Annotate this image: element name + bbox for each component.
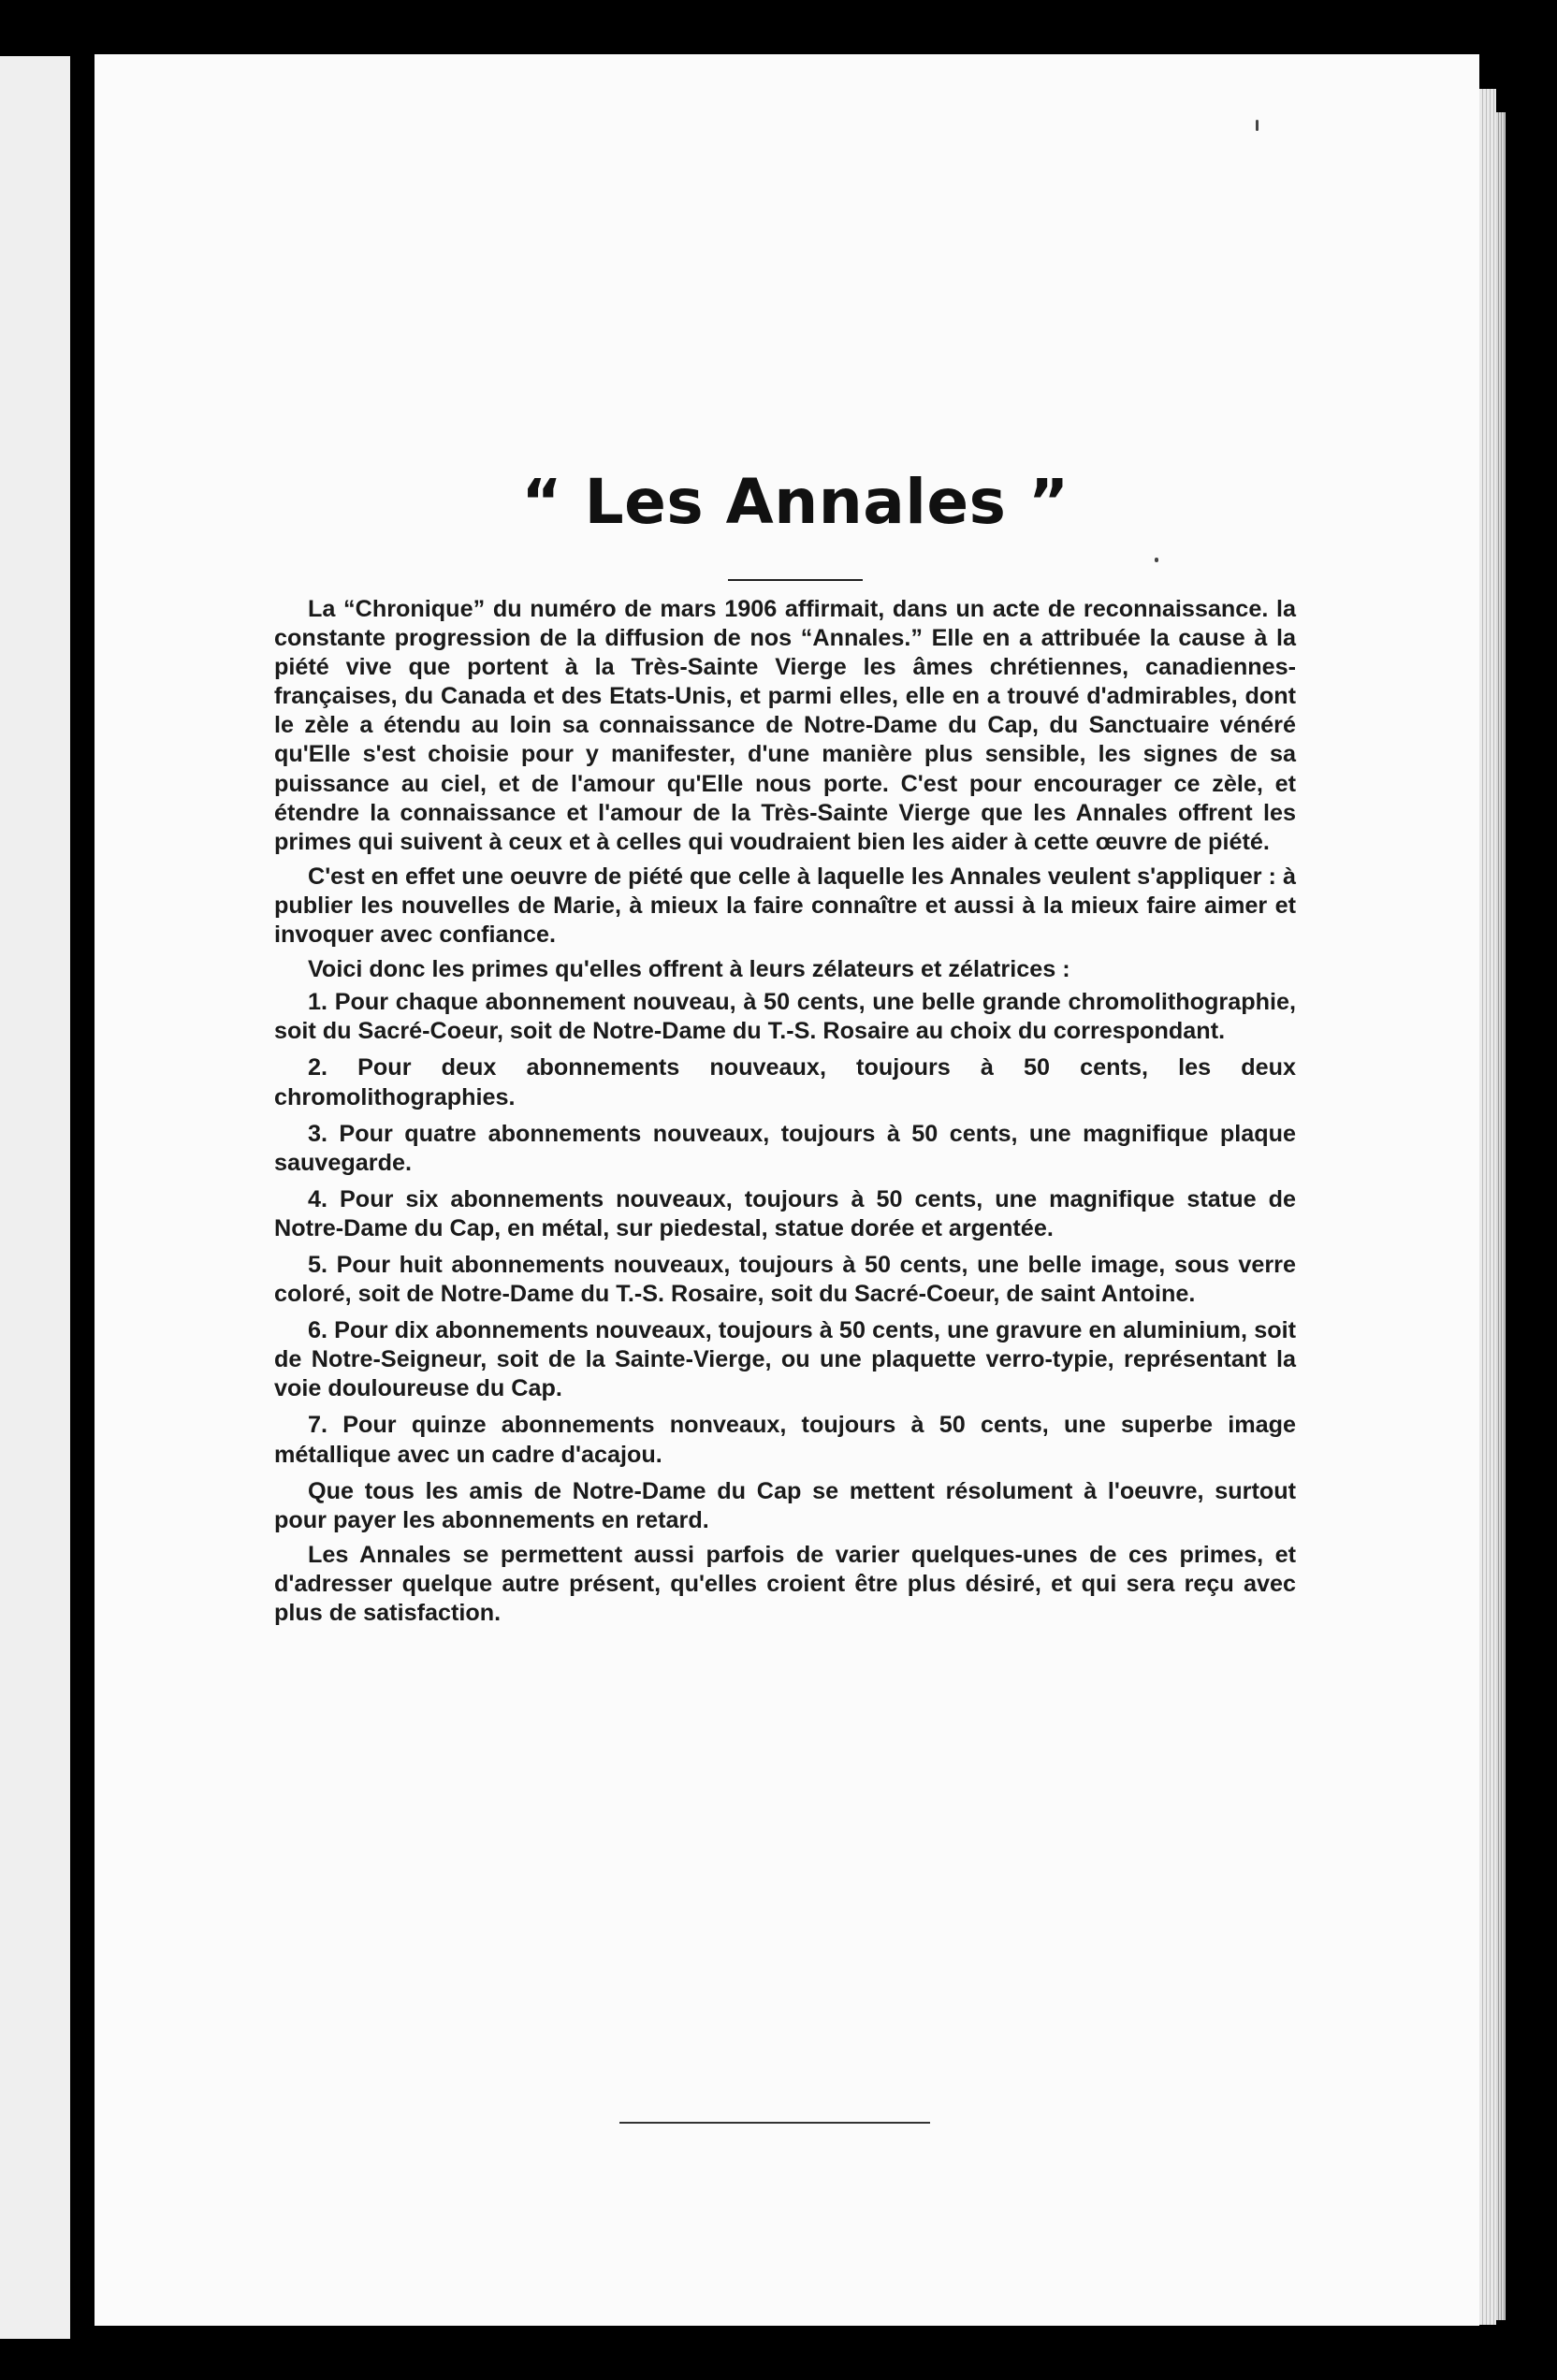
paragraph-voici: Voici donc les primes qu'elles offrent à leurs zélateurs et zélatrices : bbox=[308, 956, 1070, 983]
prime-item-1: 1. Pour chaque abonnement nouveau, à 50 cents, une belle grande chromolithographie, soit du Sacré-Coeur, soit de Notre-Dame du T.-S. Rosaire au choix du correspondant. bbox=[274, 989, 1296, 1045]
title-divider bbox=[728, 579, 863, 581]
prime-item-5: 5. Pour huit abonnements nouveaux, toujours à 50 cents, une belle image, sous verre coloré, soit de Notre-Dame du T.-S. Rosaire, soit du Sacré-Coeur, de saint Antoine. bbox=[274, 1251, 1296, 1308]
ink-speck bbox=[1256, 120, 1259, 131]
paragraph-varier: Les Annales se permettent aussi parfois de varier quelques-unes de ces primes, et d'adresser quelque autre présent, qu'elles croient être plus désiré, et qui sera reçu avec plus de satisfaction. bbox=[274, 1541, 1296, 1626]
prime-item-2: 2. Pour deux abonnements nouveaux, toujours à 50 cents, les deux chromolithographies. bbox=[274, 1054, 1296, 1110]
paragraph-intro: La “Chronique” du numéro de mars 1906 affirmait, dans un acte de reconnaissance. la constante progression de la diffusion de nos “Annales.” Elle en a attribuée la cause à la piété vive que portent à la Très-Sainte Vierge les âmes chrétiennes, canadiennes-françaises, du Canada et des Etats-Unis, et parmi elles, elle en a trouvé d'admirables, dont le zèle a étendu au loin sa connaissance de Notre-Dame du Cap, du Sanctuaire vénéré qu'Elle s'est choisie pour y manifester, d'une manière plus sensible, les signes de sa puissance au ciel, et de l'amour qu'Elle nous porte. C'est pour encourager ce zèle, et étendre la connaissance et l'amour de la Très-Sainte Vierge que les Annales offrent les primes qui suivent à ceux et à celles qui voudraient bien les aider à cette œuvre de piété. bbox=[274, 596, 1296, 855]
paragraph-appel: Que tous les amis de Notre-Dame du Cap se mettent résolument à l'oeuvre, surtout pour payer les abonnements en retard. bbox=[274, 1477, 1296, 1533]
prime-item-7: 7. Pour quinze abonnements nonveaux, toujours à 50 cents, une superbe image métallique avec un cadre d'acajou. bbox=[274, 1412, 1296, 1468]
end-divider bbox=[619, 2122, 930, 2124]
left-page-edge bbox=[0, 56, 70, 2339]
prime-item-3: 3. Pour quatre abonnements nouveaux, toujours à 50 cents, une magnifique plaque sauvegarde. bbox=[274, 1120, 1296, 1176]
page-gutter bbox=[70, 51, 95, 2353]
article-body bbox=[274, 595, 1296, 1628]
page-title: “ Les Annales ” bbox=[521, 466, 1070, 538]
prime-item-6: 6. Pour dix abonnements nouveaux, toujours à 50 cents, une gravure en aluminium, soit de Notre-Seigneur, soit de la Sainte-Vierge, ou une plaquette verro-typie, représentant la voie douloureuse du Cap. bbox=[274, 1317, 1296, 1402]
ink-speck bbox=[1155, 558, 1158, 562]
page-stack-edge bbox=[1479, 89, 1496, 2325]
page-stack-edge-outer bbox=[1496, 112, 1506, 2320]
prime-item-4: 4. Pour six abonnements nouveaux, toujours à 50 cents, une magnifique statue de Notre-Dame du Cap, en métal, sur piedestal, statue dorée et argentée. bbox=[274, 1185, 1296, 1241]
paragraph-oeuvre: C'est en effet une oeuvre de piété que celle à laquelle les Annales veulent s'appliquer : à publier les nouvelles de Marie, à mieux la faire connaître et aussi à la mieux faire aimer et invoquer avec confiance. bbox=[274, 863, 1296, 949]
